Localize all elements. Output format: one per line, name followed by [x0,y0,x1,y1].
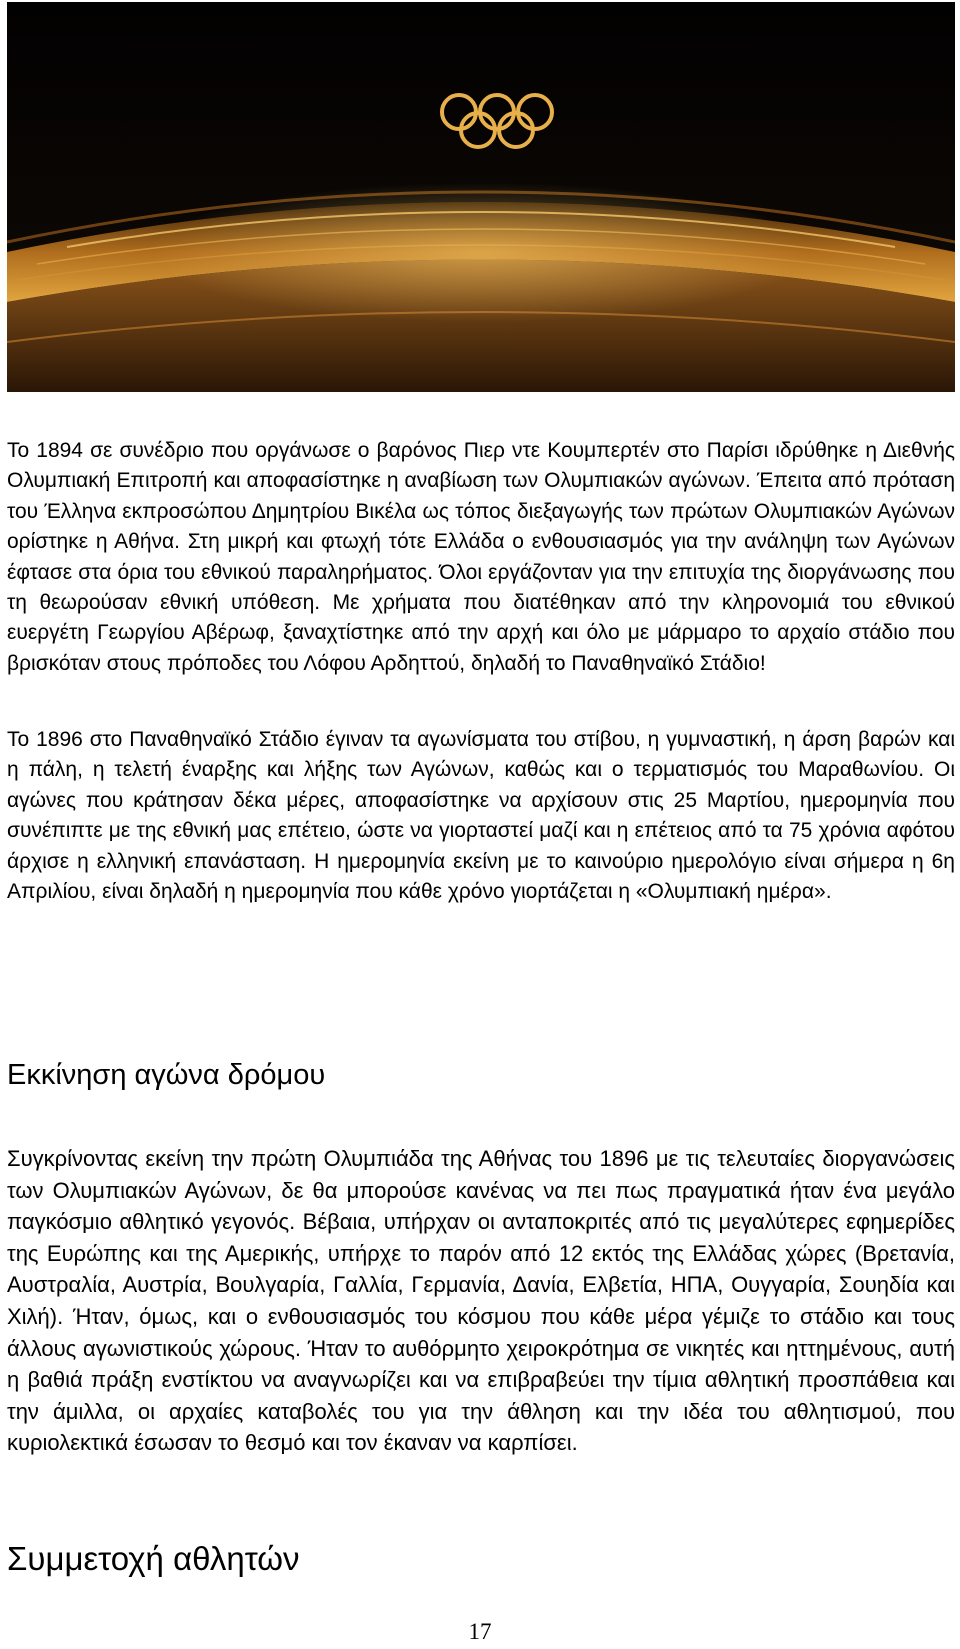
page-number: 17 [468,1619,492,1644]
paragraph-comparison: Συγκρίνοντας εκείνη την πρώτη Ολυμπιάδα της Αθήνας του 1896 με τις τελευταίες διοργανώσεις των Ολυμπιακών Αγώνων, δε θα μπορούσε κανένας να πει πως πραγματικά ήταν ένα μεγάλο παγκόσμιο αθλητικό γεγονός. Βέβαια, υπήρχαν οι ανταποκριτές από τις μεγαλύτερες εφημερίδες της Ευρώπης και της Αμερικής, υπήρχε το παρόν από 12 εκτός της Ελλάδας χώρες (Βρετανία, Αυστραλία, Αυστρία, Βουλγαρία, Γαλλία, Γερμανία, Δανία, Ελβετία, ΗΠΑ, Ουγγαρία, Σουηδία και Χιλή). Ήταν, όμως, και ο ενθουσιασμός του κόσμου που κάθε μέρα γέμιζε το στάδιο και τους άλλους αγωνιστικούς χώρους. Ήταν το αυθόρμητο χειροκρότημα σε νικητές και ηττημένους, αυτή η βαθιά πράξη ενστίκτου να αναγνωρίζει και να επιβραβεύει την τίμια αθλητική προσπάθεια και την άμιλλα, οι αρχαίες καταβολές του για την άθληση και την ιδέα του αθλητισμού, που κυριολεκτικά έσωσαν το θεσμό και τον έκαναν να καρπίσει. [7,1146,955,1456]
section-heading-athletes: Συμμετοχή αθλητών [7,1540,300,1577]
paragraph-panathenaic-stadium: Το 1896 στο Παναθηναϊκό Στάδιο έγιναν τα αγωνίσματα του στίβου, η γυμναστική, η άρση βαρών και η πάλη, η τελετή έναρξης και λήξης των Αγώνων, καθώς και ο τερματισμός του Μαραθωνίου. Οι αγώνες που κράτησαν δέκα μέρες, αποφασίστηκε να αρχίσουν στις 25 Μαρτίου, ημερομηνία που συνέπιπτε με της εθνική μας επέτειο, ώστε να γιορταστεί μαζί και η επέτειος από τα 75 χρόνια αφότου άρχισε η ελληνική επανάσταση. Η ημερομηνία εκείνη με το καινούριο ημερολόγιο είναι σήμερα η 6η Απριλίου, είναι δηλαδή η ημερομηνία που κάθε χρόνο γιορτάζεται η «Ολυμπιακή ημέρα». [7,728,955,904]
stadium-illustration [7,2,955,392]
section-heading-road-race: Εκκίνηση αγώνα δρόμου [7,1059,326,1091]
paragraph-1896-founding: Το 1894 σε συνέδριο που οργάνωσε ο βαρόνος Πιερ ντε Κουμπερτέν στο Παρίσι ιδρύθηκε η Διεθνής Ολυμπιακή Επιτροπή και αποφασίστηκε η αναβίωση των Ολυμπιακών αγώνων. Έπειτα από πρόταση του Έλληνα εκπροσώπου Δημητρίου Βικέλα ως τόπος διεξαγωγής των πρώτων Ολυμπιακών Αγώνων ορίστηκε η Αθήνα. Στη μικρή και φτωχή τότε Ελλάδα ο ενθουσιασμός για την ανάληψη των Αγώνων έφτασε στα όρια του εθνικού παραληρήματος. Όλοι εργάζονταν για την επιτυχία της διοργάνωσης που τη θεωρούσαν εθνική υπόθεση. Με χρήματα που διατέθηκαν από την κληρονομιά του εθνικού ευεργέτη Γεωργίου Αβέρωφ, ξαναχτίστηκε από την αρχή και όλο με μάρμαρο το αρχαίο στάδιο που βρισκόταν στους πρόποδες του Λόφου Αρδηττού, δηλαδή το Παναθηναϊκό Στάδιο! [7,439,955,675]
stadium-photo [7,2,955,392]
